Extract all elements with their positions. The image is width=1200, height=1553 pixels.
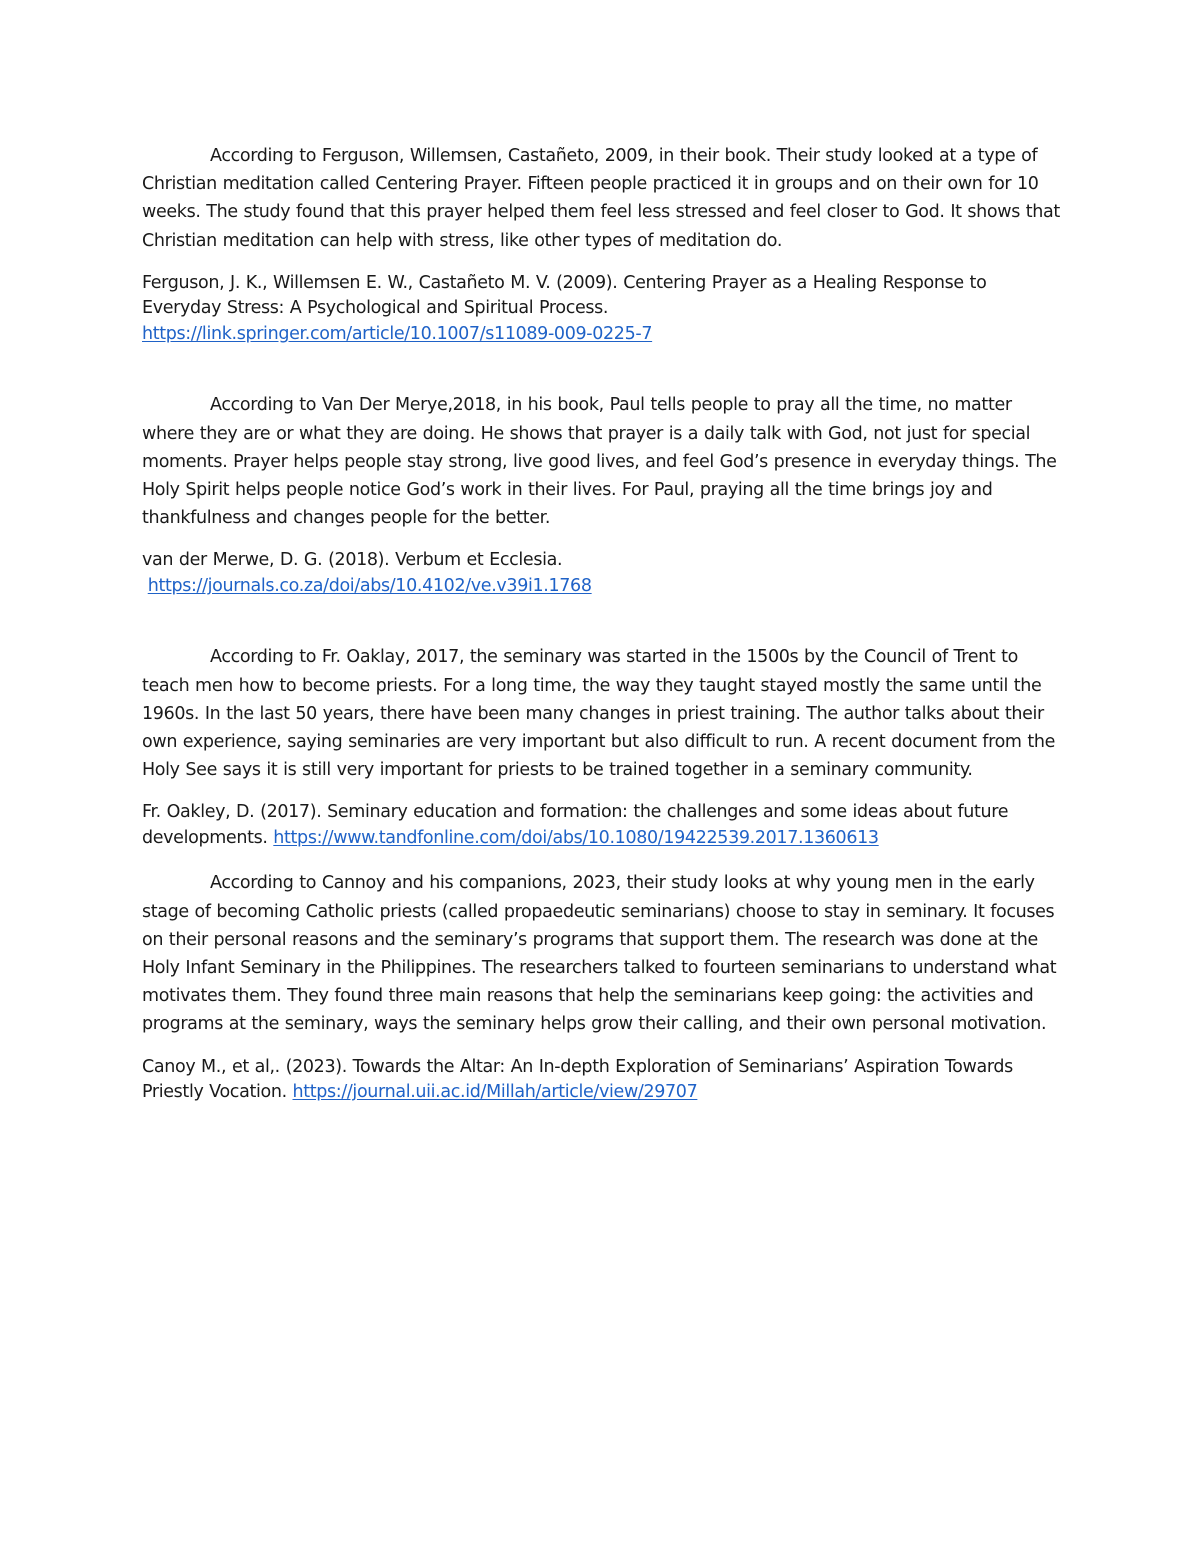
summary-paragraph: According to Fr. Oaklay, 2017, the seminary was started in the 1500s by the Council of Trent to teach men how to become priests. For a long time, the way they taught stayed mostly the same until the 1960s. In the last 50 years, there have been many changes in priest training. The author talks about their own experience, saying seminaries are very important but also difficult to run. A recent document from the Holy See says it is still very important for priests to be trained together in a seminary community. (142, 647, 1056, 781)
reference-link[interactable]: https://journals.co.za/doi/abs/10.4102/ve.v39i1.1768 (147, 575, 592, 596)
reference-entry (142, 800, 1060, 851)
reference-entry (142, 1055, 1060, 1106)
summary-paragraph: According to Ferguson, Willemsen, Castañeto, 2009, in their book. Their study looked at a type of Christian meditation called Centering Prayer. Fifteen people practiced it in groups and on their own for 10 weeks. The study found that this prayer helped them feel less stressed and feel closer to God. It shows that Christian meditation can help with stress, like other types of meditation do. (142, 146, 1060, 251)
summary-paragraph: According to Cannoy and his companions, 2023, their study looks at why young men in the early stage of becoming Catholic priests (called propaedeutic seminarians) choose to stay in seminary. It focuses on their personal reasons and the seminary’s programs that support them. The research was done at the Holy Infant Seminary in the Philippines. The researchers talked to fourteen seminarians to understand what motivates them. They found three main reasons that help the seminarians keep going: the activities and programs at the seminary, ways the seminary helps grow their calling, and their own personal motivation. (142, 873, 1057, 1035)
reference-link[interactable]: https://www.tandfonline.com/doi/abs/10.1080/19422539.2017.1360613 (273, 827, 879, 848)
citation-text: van der Merwe, D. G. (2018). Verbum et Ecclesia. (142, 550, 563, 571)
reference-link[interactable]: https://journal.uii.ac.id/Millah/article/view/29707 (292, 1082, 698, 1103)
reference-entry (142, 271, 1060, 348)
document-body (142, 142, 1060, 1106)
reference-link[interactable]: https://link.springer.com/article/10.1007/s11089-009-0225-7 (142, 323, 653, 344)
citation-text: Fr. Oakley, D. (2017). Seminary education and formation: the challenges and some ideas about future developments. (142, 802, 1009, 848)
citation-text: Canoy M., et al,. (2023). Towards the Altar: An In-depth Exploration of Seminarians’ Aspiration Towards Priestly Vocation. (142, 1056, 1013, 1103)
reference-entry (142, 548, 1060, 599)
summary-paragraph: According to Van Der Merye,2018, in his book, Paul tells people to pray all the time, no matter where they are or what they are doing. He shows that prayer is a daily talk with God, not just for special moments. Prayer helps people stay strong, live good lives, and feel God’s presence in everyday things. The Holy Spirit helps people notice God’s work in their lives. For Paul, praying all the time brings joy and thankfulness and changes people for the better. (142, 395, 1057, 529)
citation-text: Ferguson, J. K., Willemsen E. W., Castañeto M. V. (2009). Centering Prayer as a Healing Response to Everyday Stress: A Psychological and Spiritual Process. (142, 272, 987, 319)
